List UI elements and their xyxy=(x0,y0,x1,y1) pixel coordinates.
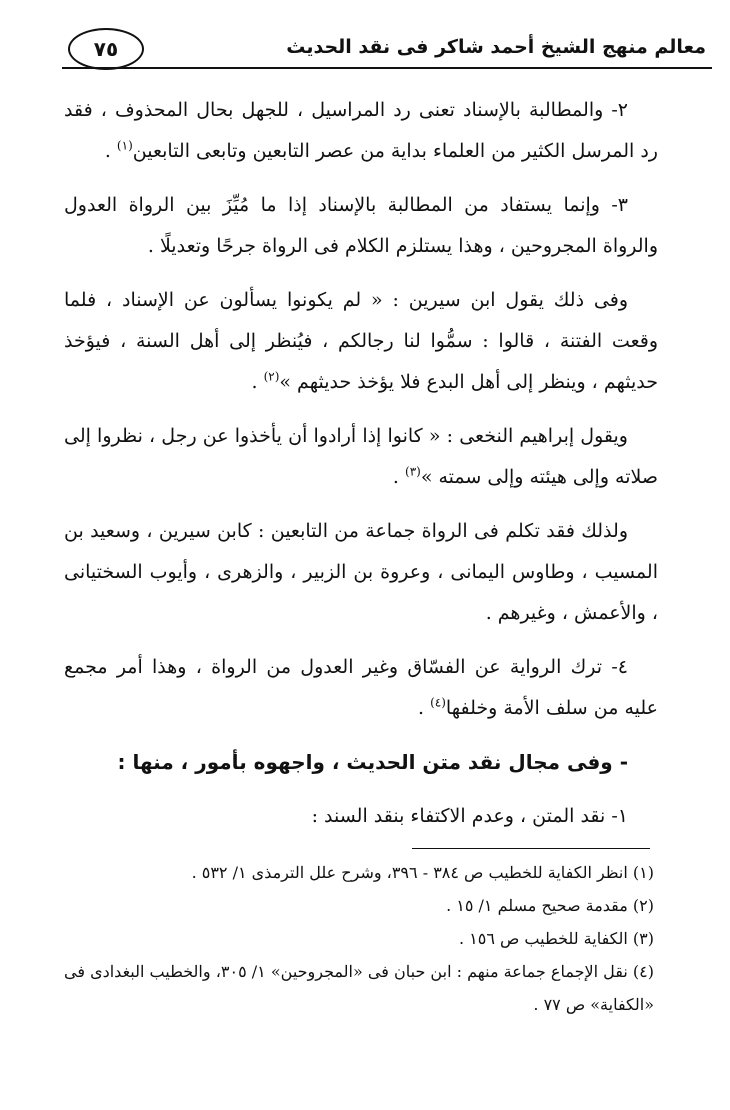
paragraph-4-text: ويقول إبراهيم النخعى : « كانوا إذا أرادوا أن يأخذوا عن رجل ، نظروا إلى صلاته وإلى هيئته وإلى سمته » xyxy=(64,425,658,488)
footnote-3: (٣) الكفاية للخطيب ص ١٥٦ . xyxy=(458,929,654,948)
main-text xyxy=(64,90,658,850)
paragraph-6 xyxy=(64,647,658,729)
footnote-1: (١) انظر الكفاية للخطيب ص ٣٨٤ - ٣٩٦، وشرح علل الترمذى ١/ ٥٣٢ . xyxy=(191,863,654,882)
paragraph-5: ولذلك فقد تكلم فى الرواة جماعة من التابعين : كابن سيرين ، وسعيد بن المسيب ، وطاوس اليمانى ، وعروة بن الزبير ، والزهرى ، وأيوب السختيانى ، والأعمش ، وغيرهم . xyxy=(64,520,658,624)
paragraph-2: ٣- وإنما يستفاد من المطالبة بالإسناد إذا ما مُيِّزَ بين الرواة العدول والرواة المجروحين ، وهذا يستلزم الكلام فى الرواة جرحًا وتعديلًا . xyxy=(64,194,658,257)
footnote-ref-4: (٤) xyxy=(430,695,446,710)
paragraph-4-end: . xyxy=(392,466,405,488)
paragraph-7: ١- نقد المتن ، وعدم الاكتفاء بنقد السند : xyxy=(311,805,628,827)
paragraph-1-text: ٢- والمطالبة بالإسناد تعنى رد المراسيل ، للجهل بحال المحذوف ، فقد رد المرسل الكثير من العلماء بداية من عصر التابعين وتابعى التابعين xyxy=(64,99,658,162)
footnote-4: (٤) نقل الإجماع جماعة منهم : ابن حبان فى «المجروحين» ١/ ٣٠٥، والخطيب البغدادى فى «الكفاية» ص ٧٧ . xyxy=(64,962,654,1014)
page-number: ٧٥ xyxy=(68,28,144,70)
section-subheading: - وفى مجال نقد متن الحديث ، واجهوه بأمور ، منها : xyxy=(117,750,628,774)
page-header xyxy=(62,22,712,72)
paragraph-6-end: . xyxy=(418,697,431,719)
footnote-rule xyxy=(412,848,650,849)
paragraph-1-end: . xyxy=(104,140,117,162)
paragraph-3 xyxy=(64,280,658,403)
footnote-ref-1: (١) xyxy=(116,138,133,153)
paragraph-4 xyxy=(64,416,658,498)
footnote-2: (٢) مقدمة صحيح مسلم ١/ ١٥ . xyxy=(446,896,654,915)
paragraph-3-text: وفى ذلك يقول ابن سيرين : « لم يكونوا يسألون عن الإسناد ، فلما وقعت الفتنة ، قالوا : سمُّوا لنا رجالكم ، فيُنظر إلى أهل السنة ، فيؤخذ حديثهم ، وينظر إلى أهل البدع فلا يؤخذ حديثهم » xyxy=(64,289,658,393)
footnotes xyxy=(64,856,654,1021)
header-rule xyxy=(62,67,712,69)
paragraph-3-end: . xyxy=(251,371,264,393)
paragraph-6-text: ٤- ترك الرواية عن الفسّاق وغير العدول من الرواة ، وهذا أمر مجمع عليه من سلف الأمة وخلفها xyxy=(64,656,658,719)
running-title: معالم منهج الشيخ أحمد شاكر فى نقد الحديث xyxy=(286,36,706,58)
footnote-ref-3: (٣) xyxy=(405,464,421,479)
paragraph-1 xyxy=(64,90,658,172)
footnote-ref-2: (٢) xyxy=(263,369,280,384)
